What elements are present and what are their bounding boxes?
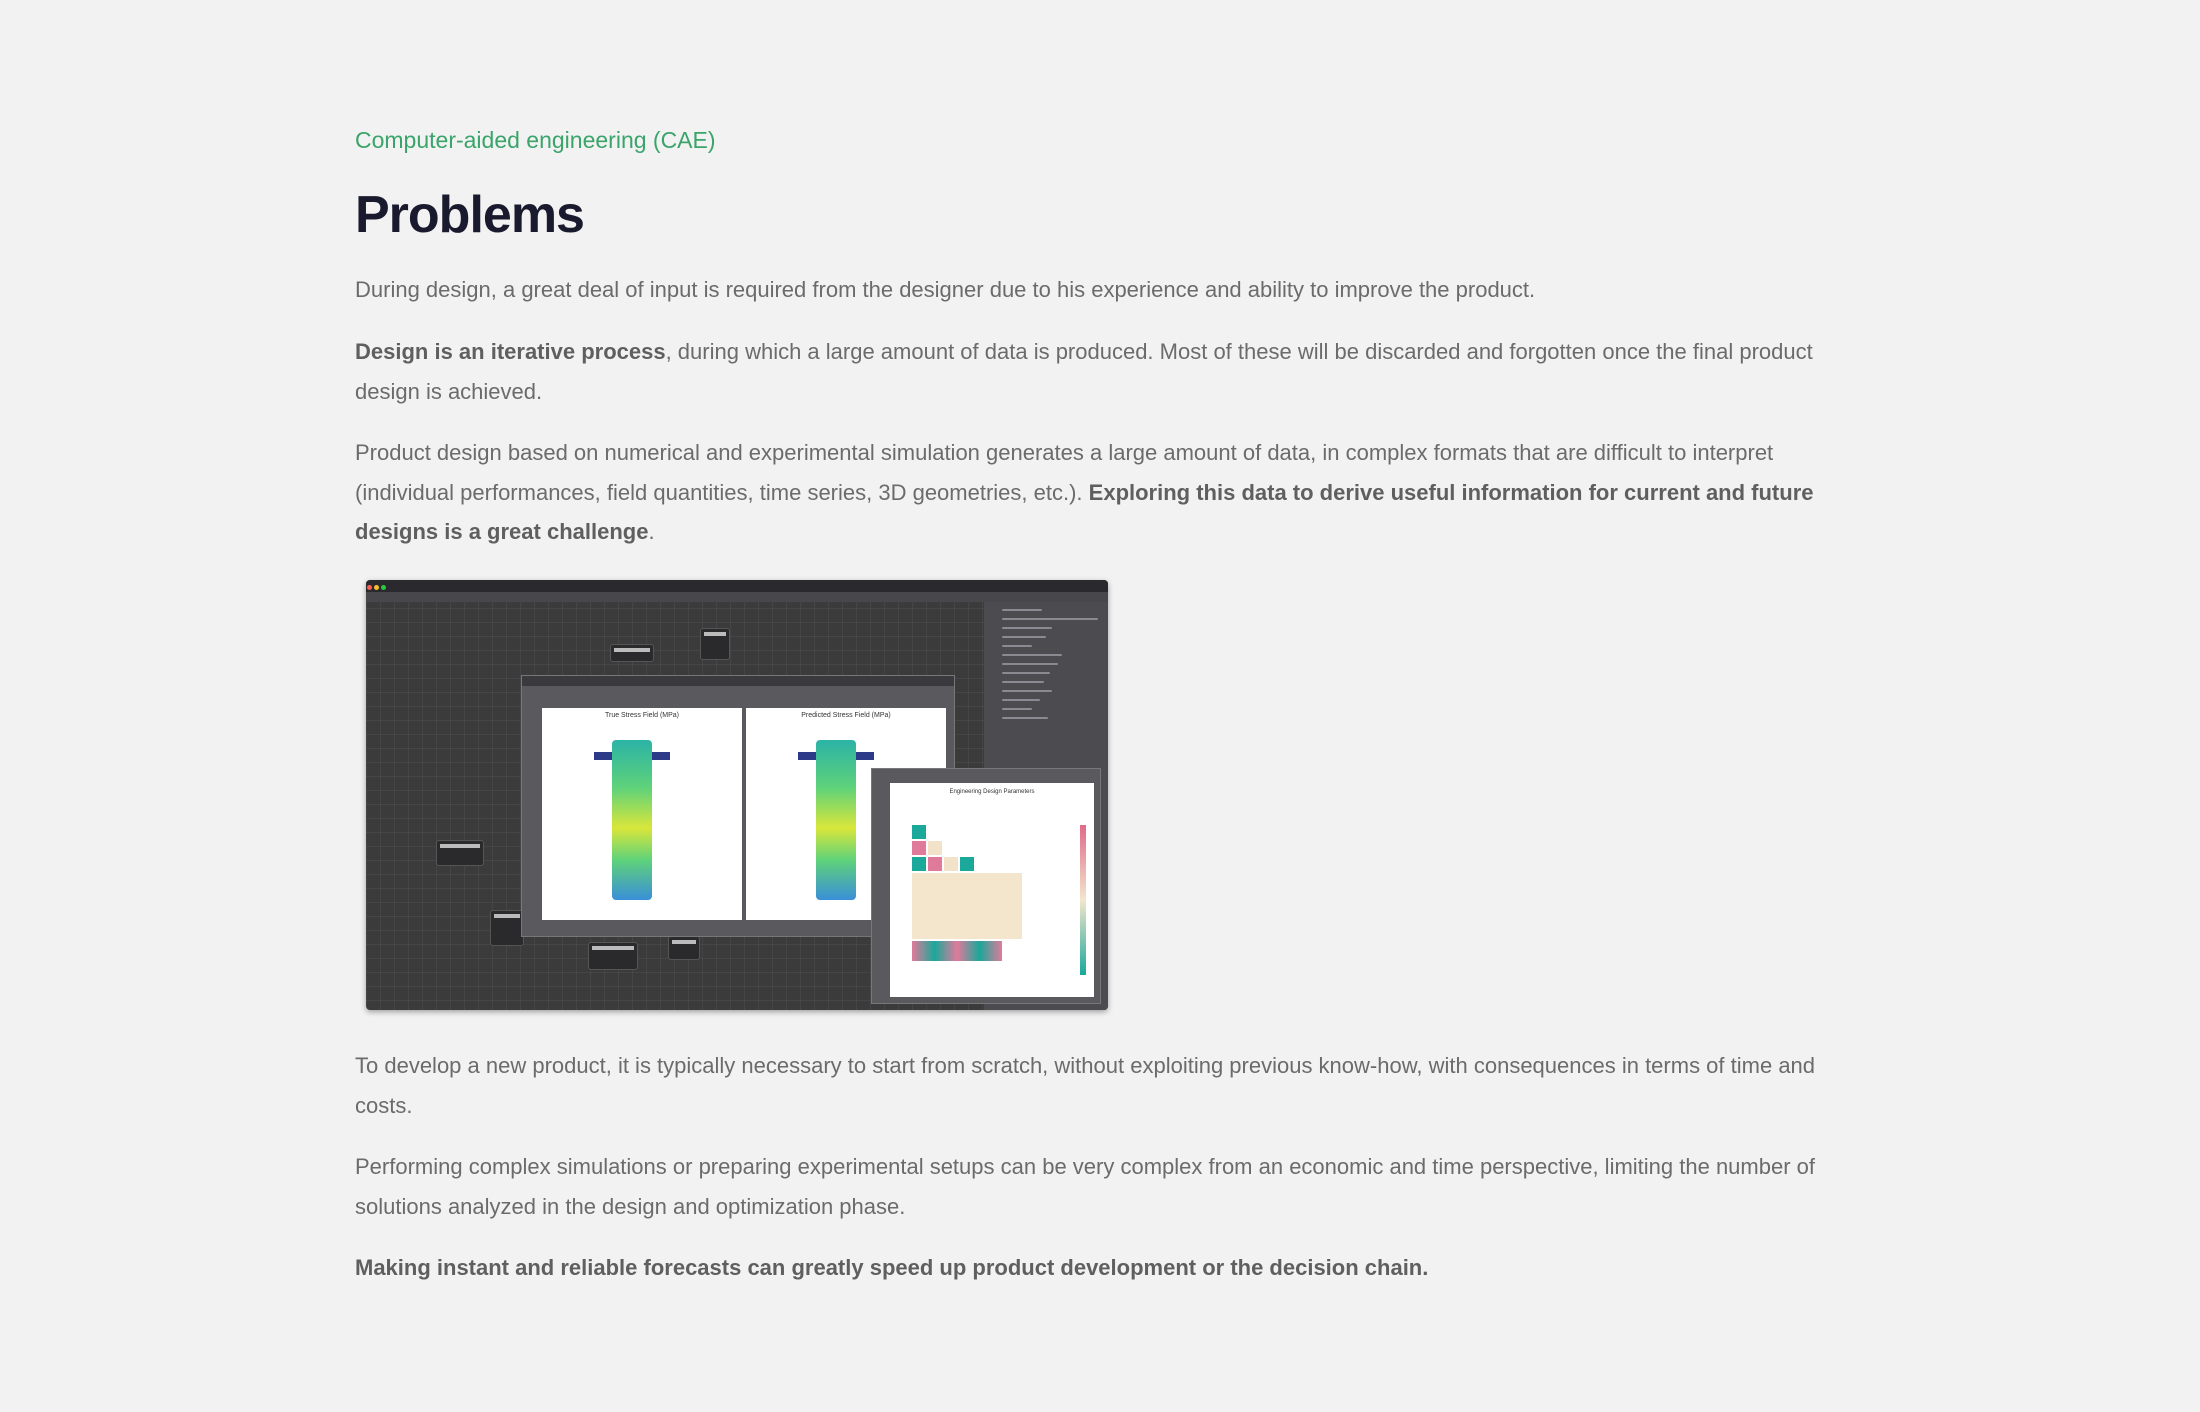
graph-node xyxy=(700,628,730,660)
paragraph-simulation-data-bold: Exploring this data to derive useful information for current and future designs is a great challenge xyxy=(355,479,1814,544)
graph-node xyxy=(490,910,524,946)
graph-node xyxy=(668,936,700,960)
screenshot-toolbar xyxy=(366,592,1108,602)
true-stress-plot xyxy=(542,708,742,920)
paragraph-instant-forecasts: Making instant and reliable forecasts can greatly speed up product development or the decision chain. xyxy=(355,1255,1429,1280)
screenshot-titlebar xyxy=(366,580,1108,592)
paragraph-design-input: During design, a great deal of input is required from the designer due to his experience and ability to improve the product. xyxy=(355,277,1536,302)
graph-node xyxy=(436,840,484,866)
paragraph-simulation-data xyxy=(355,433,1845,552)
graph-node xyxy=(610,644,654,662)
page-title: Problems xyxy=(355,186,584,244)
correlation-heatmap xyxy=(890,783,1094,997)
paragraph-complex-simulations: Performing complex simulations or preparing experimental setups can be very complex from an economic and time perspective, limiting the number of solutions analyzed in the design and optimization phase. xyxy=(355,1154,1816,1219)
paragraph-new-product: To develop a new product, it is typically necessary to start from scratch, without exploiting previous know-how, with consequences in terms of time and costs. xyxy=(355,1053,1816,1118)
paragraph-iterative-process-bold: Design is an iterative process xyxy=(355,339,666,364)
predicted-stress-plot-title: Predicted Stress Field (MPa) xyxy=(801,712,891,719)
paragraph-iterative-process-rest: , during which a large amount of data is produced. Most of these will be discarded and forgotten once the final product design is achieved. xyxy=(355,339,1813,404)
software-screenshot xyxy=(366,580,1108,1010)
paragraph-simulation-data-end: . xyxy=(648,519,655,544)
true-stress-plot-title: True Stress Field (MPa) xyxy=(604,712,680,719)
paragraph-simulation-data-start: Product design based on numerical and experimental simulation generates a large amount of data, in complex formats that are difficult to interpret (individual performances, field quantities, time series, 3D geometries, etc.). xyxy=(355,440,1774,505)
section-eyebrow: Computer-aided engineering (CAE) xyxy=(355,127,716,153)
paragraph-iterative-process xyxy=(355,332,1845,411)
graph-node xyxy=(588,942,638,970)
heatmap-title: Engineering Design Parameters xyxy=(949,789,1035,795)
design-parameters-window xyxy=(871,768,1101,1004)
